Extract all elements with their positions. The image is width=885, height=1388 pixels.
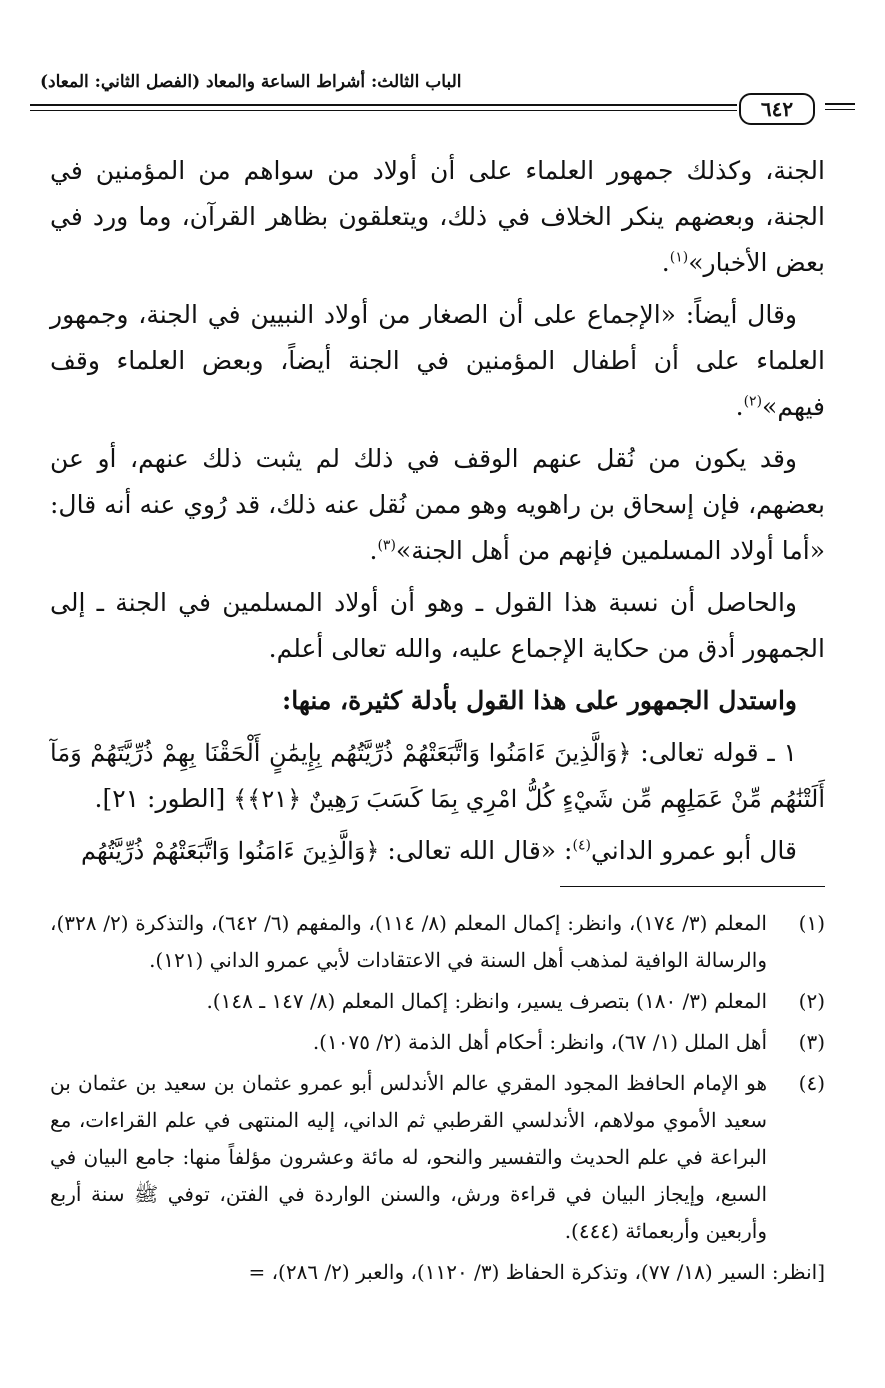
header-rule-thin (30, 110, 737, 111)
header-dash (825, 103, 855, 105)
paragraph-verse (50, 730, 825, 822)
verse-citation: [الطور: ٢١]. (94, 784, 226, 813)
paragraph-text: وقد يكون من نُقل عنهم الوقف في ذلك لم يثبت ذلك عنهم، أو عن بعضهم، فإن إسحاق بن راهويه وهو ممن نُقل عنه ذلك، قد رُوي عنه أنه قال: «أما أولاد المسلمين فإنهم من أهل الجنة» (50, 444, 825, 565)
page-number: ٦٤٢ (739, 93, 815, 125)
footnote-ref: (١) (669, 249, 689, 266)
paragraph: الجنة، وكذلك جمهور العلماء على أن أولاد من سواهم من المؤمنين في الجنة، وبعضهم ينكر الخلاف في ذلك، ويتعلقون بظاهر القرآن، وما ورد في بعض الأخبار»$^{(١)}$. (50, 156, 825, 277)
footnote-number: (٤) (798, 1071, 825, 1095)
footnote-ref: (٤) (572, 837, 591, 854)
footnote (50, 1065, 825, 1250)
footnote-number: (١) (798, 911, 825, 935)
footnote-number: (٢) (798, 989, 825, 1013)
header-dash-thin (825, 109, 855, 110)
footnote (50, 1024, 825, 1061)
paragraph-text: وقال أيضاً: «الإجماع على أن الصغار من أولاد النبيين في الجنة، وجمهور العلماء على أن أطفال المؤمنين في الجنة أيضاً، وبعض العلماء وقف فيهم» (50, 300, 825, 421)
paragraph: وقد يكون من نُقل عنهم الوقف في ذلك لم يثبت ذلك عنهم، أو عن بعضهم، فإن إسحاق بن راهويه وهو ممن نُقل عنه ذلك، قد رُوي عنه أنه قال: «أما أولاد المسلمين فإنهم من أهل الجنة»$^{(٣)}$. (50, 444, 825, 565)
paragraph-text: قال أبو عمرو الداني (590, 836, 797, 865)
footnote-text: هو الإمام الحافظ المجود المقري عالم الأندلس أبو عمرو عثمان بن سعيد بن عثمان بن سعيد الأموي مولاهم، الأندلسي القرطبي ثم الداني، إليه المنتهى في علم القراءات، مع البراعة في علم الحديث والتفسير والنحو، له مائة وعشرون مؤلفاً منها: جامع البيان في السبع، وإيجاز البيان في قراءة ورش، والسنن الواردة في الفتن، توفي ﷺ سنة أربع وأربعين وأربعمائة (٤٤٤). (50, 1071, 767, 1243)
section-heading: واستدل الجمهور على هذا القول بأدلة كثيرة، منها: (282, 686, 797, 715)
main-text (50, 148, 825, 880)
verse-intro: ١ ـ قوله تعالى: (640, 738, 797, 767)
footnote (50, 983, 825, 1020)
footnote-ref: (٢) (743, 393, 763, 410)
header-rule-thick (30, 104, 737, 106)
footnote-continuation: [انظر: السير (١٨/ ٧٧)، وتذكرة الحفاظ (٣/ ١١٢٠)، والعبر (٢/ ٢٨٦)، = (248, 1260, 825, 1284)
quran-verse: ﴿وَالَّذِينَ ءَامَنُوا وَاتَّبَعَتْهُمْ ذُرِّيَّتُهُم بِإِيمَٰنٍ أَلْحَقْنَا بِهِمْ ذُرِّيَّتَهُمْ وَمَآ أَلَتْنَٰهُم مِّنْ عَمَلِهِم مِّن شَيْءٍ كُلُّ امْرِي بِمَا كَسَبَ رَهِينٌ ﴿٢١﴾﴾ (50, 739, 825, 813)
footnote (50, 905, 825, 979)
footnote-separator (560, 886, 825, 887)
footnote-ref: (٣) (377, 537, 396, 554)
footnotes (50, 905, 825, 1291)
footnote-text: المعلم (٣/ ١٧٤)، وانظر: إكمال المعلم (٨/ ١١٤)، والمفهم (٦/ ٦٤٢)، والتذكرة (٢/ ٣٢٨)، والرسالة الوافية لمذهب أهل السنة في الاعتقادات لأبي عمرو الداني (١٢١). (50, 911, 767, 972)
footnote-number: (٣) (798, 1030, 825, 1054)
paragraph: والحاصل أن نسبة هذا القول ـ وهو أن أولاد المسلمين في الجنة ـ إلى الجمهور أدق من حكاية الإجماع عليه، والله تعالى أعلم. (50, 588, 825, 663)
paragraph: وقال أيضاً: «الإجماع على أن الصغار من أولاد النبيين في الجنة، وجمهور العلماء على أن أطفال المؤمنين في الجنة أيضاً، وبعض العلماء وقف فيهم»$^{(٢)}$. (50, 300, 825, 421)
paragraph-text: الجنة، وكذلك جمهور العلماء على أن أولاد من سواهم من المؤمنين في الجنة، وبعضهم ينكر الخلاف في ذلك، ويتعلقون بظاهر القرآن، وما ورد في بعض الأخبار» (50, 156, 825, 277)
footnote-text: أهل الملل (١/ ٦٧)، وانظر: أحكام أهل الذمة (٢/ ١٠٧٥). (312, 1030, 767, 1054)
quran-verse: ﴿وَالَّذِينَ ءَامَنُوا وَاتَّبَعَتْهُمْ ذُرِّيَّتُهُم (81, 837, 380, 865)
running-title: الباب الثالث: أشراط الساعة والمعاد (الفصل الثاني: المعاد) (40, 72, 462, 92)
footnote-text: المعلم (٣/ ١٨٠) بتصرف يسير، وانظر: إكمال المعلم (٨/ ١٤٧ ـ ١٤٨). (206, 989, 767, 1013)
paragraph (50, 828, 825, 874)
header-rule (30, 93, 855, 129)
paragraph-text: : «قال الله تعالى: (387, 836, 573, 865)
